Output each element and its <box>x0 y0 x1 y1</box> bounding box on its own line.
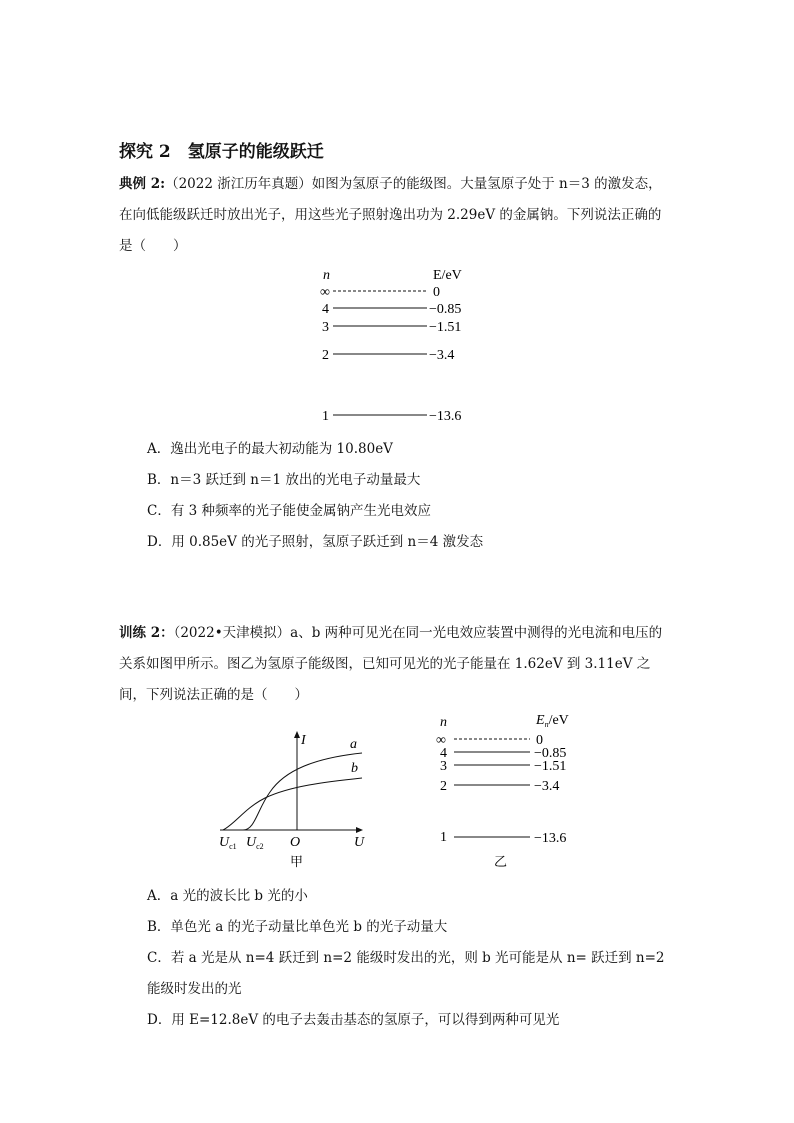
level-2-n: 2 <box>322 348 329 363</box>
photoelectric-graph <box>210 722 380 872</box>
training-option-c-cont: 能级时发出的光 <box>147 981 242 997</box>
training-option-c: C．若 a 光是从 n=4 跃迁到 n=2 能级时发出的光，则 b 光可能是从 n= 跃迁到 n=2 <box>147 950 665 966</box>
level-1-n: 1 <box>322 409 329 424</box>
training-option-d: D．用 E=12.8eV 的电子去轰击基态的氢原子，可以得到两种可见光 <box>147 1012 560 1028</box>
diagram-n-label: n <box>323 268 330 283</box>
level-4-n: 4 <box>322 302 329 317</box>
example-text-2: 在向低能级跃迁时放出光子，用这些光子照射逸出功为 2.29eV 的金属钠。下列说法正确的 <box>119 207 662 223</box>
graph-origin: O <box>290 835 301 850</box>
diagram2-n-label: n <box>440 715 447 730</box>
curve-b-label: b <box>351 761 358 776</box>
level-3-n: 3 <box>322 320 329 335</box>
diagram2-caption: 乙 <box>494 854 508 869</box>
curve-b <box>223 778 362 830</box>
diagram-e-label: E/eV <box>433 268 462 283</box>
level-2-e: −3.4 <box>429 348 455 363</box>
energy-level-diagram-2 <box>432 708 592 873</box>
level-1-e: −13.6 <box>429 409 462 424</box>
graph-caption: 甲 <box>290 854 304 869</box>
d2-level-inf-e: 0 <box>536 733 543 748</box>
training-text-1: a、b 两种可见光在同一光电效应装置中测得的光电流和电压的 <box>290 625 663 641</box>
level-3-e: −1.51 <box>429 320 462 335</box>
d2-level-3-n: 3 <box>440 759 447 774</box>
example-option-d: D．用 0.85eV 的光子照射，氢原子跃迁到 n＝4 激发态 <box>147 534 484 550</box>
d2-level-3-e: −1.51 <box>534 759 567 774</box>
example-source: （2022 浙江历年真题） <box>165 176 312 192</box>
d2-level-1-e: −13.6 <box>534 831 567 846</box>
training-option-a: A．a 光的波长比 b 光的小 <box>147 888 308 904</box>
example-text-1: 如图为氢原子的能级图。大量氢原子处于 n＝3 的激发态， <box>311 176 662 192</box>
curve-a-label: a <box>350 737 357 752</box>
training-line-1 <box>119 623 662 643</box>
graph-y-label: I <box>301 733 306 748</box>
training-source: （2022•天津模拟） <box>173 625 291 641</box>
example-option-a: A．逸出光电子的最大初动能为 10.80eV <box>147 441 393 457</box>
d2-level-2-e: −3.4 <box>534 779 560 794</box>
d2-level-2-n: 2 <box>440 779 447 794</box>
level-4-e: −0.85 <box>429 302 462 317</box>
section-title: 探究 2 氢原子的能级跃迁 <box>119 142 324 162</box>
example-text-3: 是（ ） <box>119 238 187 254</box>
energy-level-diagram <box>315 262 485 427</box>
training-text-2: 关系如图甲所示。图乙为氢原子能级图，已知可见光的光子能量在 1.62eV 到 3.11eV 之 <box>119 656 651 672</box>
training-text-3: 间，下列说法正确的是（ ） <box>119 687 308 703</box>
example-option-b: B．n＝3 跃迁到 n＝1 放出的光电子动量最大 <box>147 472 421 488</box>
graph-x-label: U <box>354 835 365 850</box>
training-label: 训练 2： <box>119 625 174 641</box>
uc2-label: $U_{c2}$ <box>246 835 264 851</box>
d2-level-1-n: 1 <box>440 830 447 845</box>
example-option-c: C．有 3 种频率的光子能使金属钠产生光电效应 <box>147 503 432 519</box>
example-label: 典例 2: <box>119 176 166 192</box>
example-line-1 <box>119 174 662 194</box>
diagram2-e-label: $E_n/eV$ <box>536 713 569 729</box>
d2-level-inf-n: ∞ <box>436 733 446 748</box>
uc1-label: $U_{c1}$ <box>219 835 237 851</box>
d2-level-4-n: 4 <box>440 746 447 761</box>
training-option-b: B．单色光 a 的光子动量比单色光 b 的光子动量大 <box>147 919 448 935</box>
level-inf-n: ∞ <box>320 285 330 300</box>
curve-a <box>243 753 362 830</box>
d2-level-4-e: −0.85 <box>534 746 567 761</box>
level-inf-e: 0 <box>433 285 440 300</box>
